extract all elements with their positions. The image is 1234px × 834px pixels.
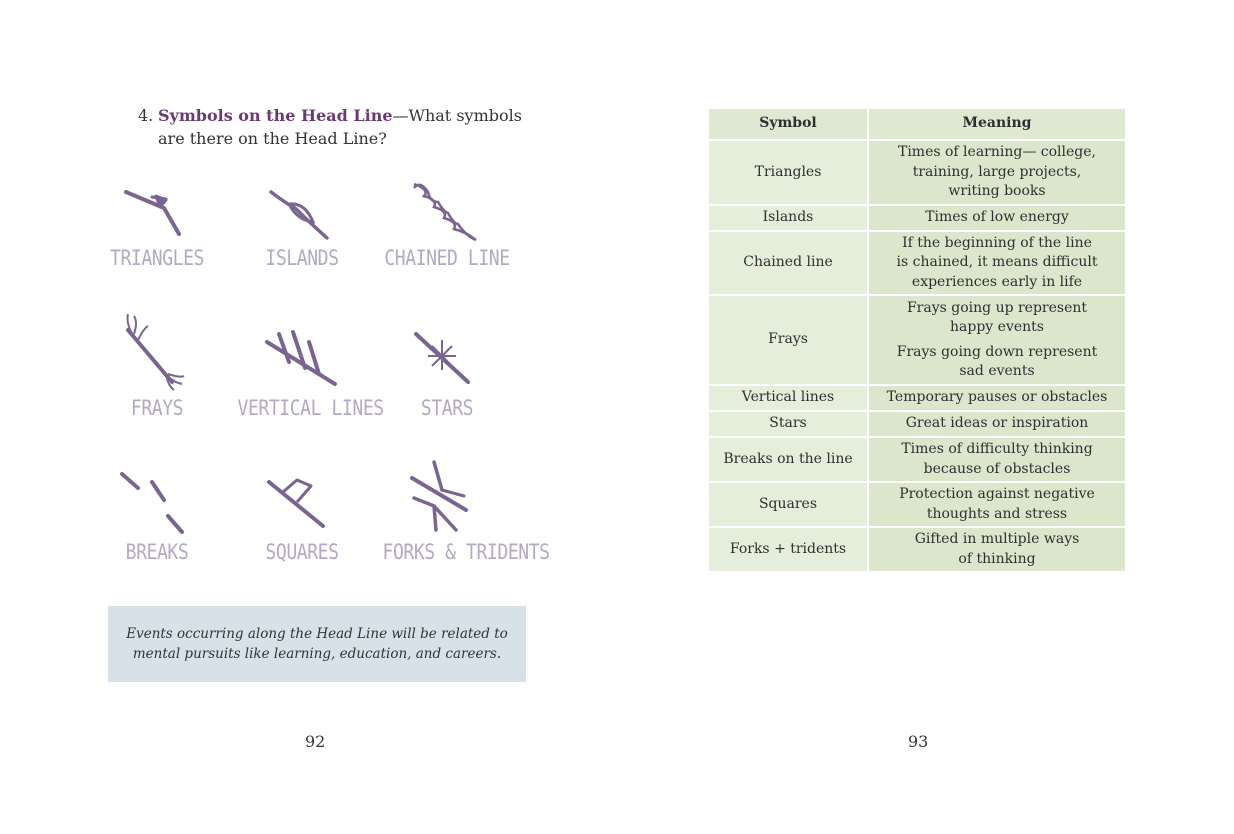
table-row bbox=[708, 140, 1126, 205]
symbol-label: CHAINED LINE bbox=[384, 246, 510, 270]
cell-symbol: Frays bbox=[708, 295, 868, 385]
cell-meaning bbox=[868, 295, 1126, 385]
cell-symbol: Squares bbox=[708, 482, 868, 527]
table-row bbox=[708, 437, 1126, 482]
table-row bbox=[708, 482, 1126, 527]
table-row bbox=[708, 231, 1126, 296]
broken-line-icon bbox=[82, 466, 232, 536]
vertical-lines-icon bbox=[227, 312, 377, 392]
cell-meaning bbox=[868, 527, 1126, 572]
meaning-paragraph: Great ideas or inspiration bbox=[905, 415, 1089, 432]
symbol-forks-tridents bbox=[372, 458, 550, 564]
meaning-paragraph: If the beginning of the line is chained, it means difficult experiences early in life bbox=[896, 234, 1098, 290]
cell-symbol: Triangles bbox=[708, 140, 868, 205]
symbol-vertical-lines bbox=[227, 312, 384, 420]
symbol-label: FORKS & TRIDENTS bbox=[382, 540, 550, 564]
cell-meaning bbox=[868, 140, 1126, 205]
table-header-row bbox=[708, 108, 1126, 140]
callout-line-2: mental pursuits like learning, education, and careers. bbox=[132, 646, 502, 662]
cell-symbol: Breaks on the line bbox=[708, 437, 868, 482]
header-meaning: Meaning bbox=[868, 108, 1126, 140]
fork-trident-icon bbox=[372, 458, 522, 536]
symbol-label: ISLANDS bbox=[265, 246, 339, 270]
star-line-icon bbox=[372, 312, 522, 392]
symbol-label: BREAKS bbox=[125, 540, 189, 564]
table-body bbox=[708, 140, 1126, 572]
cell-symbol: Forks + tridents bbox=[708, 527, 868, 572]
table-row bbox=[708, 205, 1126, 231]
cell-symbol: Stars bbox=[708, 411, 868, 437]
meaning-paragraph: Gifted in multiple ways of thinking bbox=[914, 531, 1080, 567]
cell-meaning bbox=[868, 385, 1126, 411]
callout-box bbox=[108, 606, 526, 682]
symbol-label: VERTICAL LINES bbox=[237, 396, 384, 420]
meaning-paragraph: Times of low energy bbox=[925, 208, 1069, 225]
symbol-label: FRAYS bbox=[130, 396, 184, 420]
callout-line-1: Events occurring along the Head Line will be related to bbox=[126, 626, 508, 642]
cell-meaning bbox=[868, 411, 1126, 437]
cell-meaning bbox=[868, 231, 1126, 296]
symbol-meaning-table bbox=[707, 107, 1127, 573]
heading-title: Symbols on the Head Line bbox=[158, 106, 393, 125]
meaning-paragraph: Frays going up represent happy events bbox=[906, 299, 1088, 335]
cell-meaning bbox=[868, 482, 1126, 527]
table-row bbox=[708, 295, 1126, 385]
meaning-paragraph: Times of learning— college, training, large projects, writing books bbox=[897, 144, 1096, 199]
symbol-label: TRIANGLES bbox=[109, 246, 204, 270]
island-line-icon bbox=[227, 180, 377, 242]
meaning-paragraph: Frays going down represent sad events bbox=[896, 343, 1098, 379]
chained-line-icon bbox=[372, 180, 522, 242]
cell-meaning bbox=[868, 205, 1126, 231]
cell-symbol: Vertical lines bbox=[708, 385, 868, 411]
section-heading bbox=[138, 104, 528, 150]
cell-meaning bbox=[868, 437, 1126, 482]
meaning-paragraph: Times of difficulty thinking because of obstacles bbox=[901, 441, 1093, 477]
table-row bbox=[708, 411, 1126, 437]
page-number: 93 bbox=[908, 732, 929, 751]
symbol-label: SQUARES bbox=[265, 540, 339, 564]
meaning-paragraph: Protection against negative thoughts and stress bbox=[899, 486, 1095, 522]
meaning-paragraph: Temporary pauses or obstacles bbox=[886, 389, 1108, 406]
table-row bbox=[708, 527, 1126, 572]
symbol-stars bbox=[372, 312, 522, 420]
square-line-icon bbox=[227, 466, 377, 536]
symbol-label: STARS bbox=[420, 396, 474, 420]
frayed-line-icon bbox=[82, 312, 232, 392]
symbol-frays bbox=[82, 312, 232, 420]
table-row bbox=[708, 385, 1126, 411]
right-page bbox=[617, 0, 1234, 834]
heading-text-1: —What symbols bbox=[392, 106, 522, 125]
symbol-triangles bbox=[82, 180, 232, 270]
header-symbol: Symbol bbox=[708, 108, 868, 140]
symbol-chained-line bbox=[372, 180, 522, 270]
symbol-islands bbox=[227, 180, 377, 270]
page-number: 92 bbox=[305, 732, 326, 751]
cell-symbol: Chained line bbox=[708, 231, 868, 296]
triangle-line-icon bbox=[82, 180, 232, 242]
symbol-squares bbox=[227, 466, 377, 564]
cell-symbol: Islands bbox=[708, 205, 868, 231]
symbol-breaks bbox=[82, 466, 232, 564]
heading-text-2: are there on the Head Line? bbox=[158, 129, 387, 148]
item-number: 4. bbox=[138, 106, 154, 125]
